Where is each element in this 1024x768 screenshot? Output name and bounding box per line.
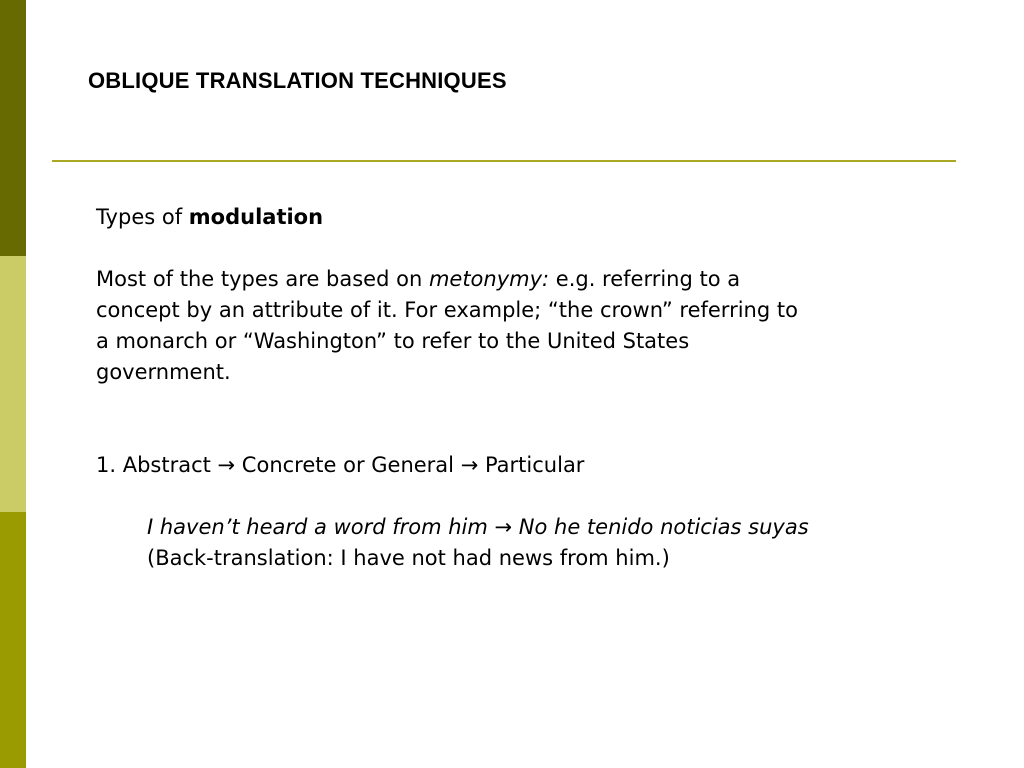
title-divider	[52, 160, 956, 162]
heading-prefix: Types of	[96, 205, 189, 229]
example-block	[96, 512, 996, 574]
intro-text-line4: government.	[96, 360, 231, 384]
sidebar-segment-bottom	[0, 512, 26, 768]
heading-keyword: modulation	[188, 205, 324, 229]
intro-term-metonymy: metonymy:	[428, 267, 550, 291]
sidebar-segment-middle	[0, 256, 26, 512]
sidebar-segment-top	[0, 0, 26, 256]
example-sentence: I haven’t heard a word from him → No he tenido noticias suyas	[147, 515, 809, 539]
section-heading	[96, 202, 996, 233]
example-back-translation: (Back-translation: I have not had news from him.)	[147, 546, 670, 570]
sidebar-decoration	[0, 0, 26, 768]
intro-text-line3: a monarch or “Washington” to refer to the United States	[96, 329, 690, 353]
intro-text-start: Most of the types are based on	[96, 267, 429, 291]
intro-paragraph	[96, 264, 996, 388]
intro-text-line2: concept by an attribute of it. For example; “the crown” referring to	[96, 298, 798, 322]
list-item-abstract-concrete: 1. Abstract → Concrete or General → Particular	[96, 453, 585, 477]
slide-body	[96, 202, 996, 574]
slide-title: OBLIQUE TRANSLATION TECHNIQUES	[88, 68, 507, 93]
intro-text-line1-rest: e.g. referring to a	[549, 267, 741, 291]
